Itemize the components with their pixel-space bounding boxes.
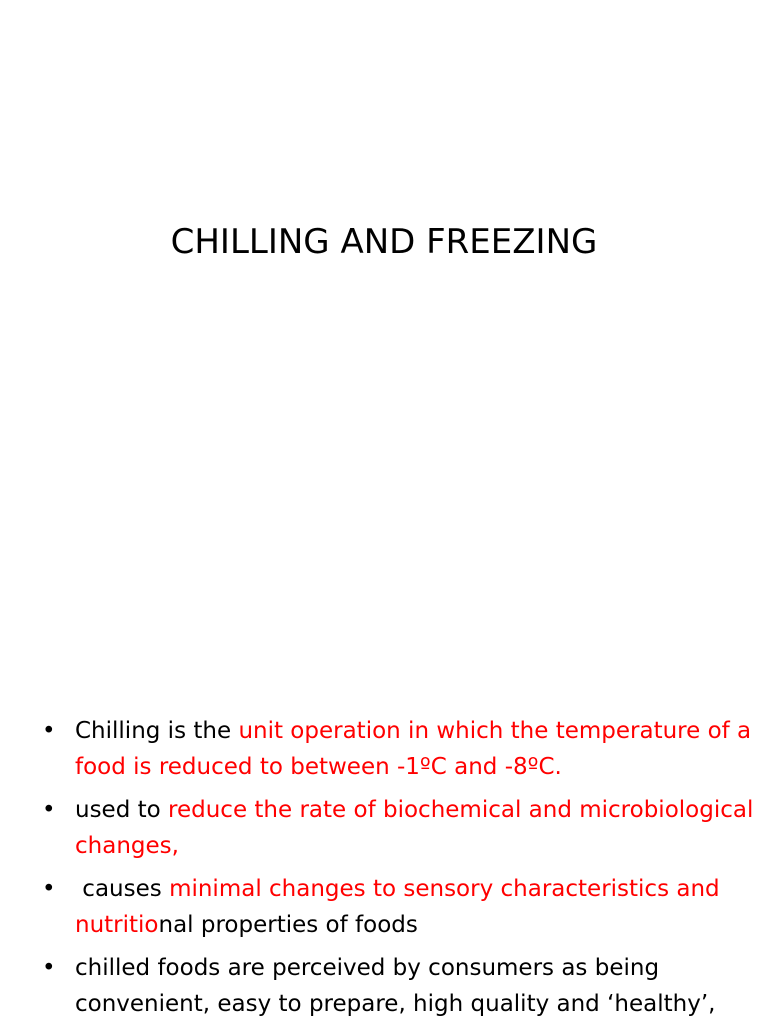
bullet-list bbox=[40, 713, 760, 1024]
bullet-text-run: Chilling is the bbox=[75, 718, 239, 744]
bullet-text-run: nal properties of foods bbox=[158, 912, 418, 938]
bullet-dot-icon: • bbox=[42, 876, 56, 902]
slide-title: CHILLING AND FREEZING bbox=[170, 222, 598, 262]
bullet-item bbox=[40, 713, 760, 785]
bullet-text-run: chilled foods are perceived by consumers as being convenient, easy to prepare, high quality and ‘healthy’, bbox=[75, 955, 716, 1017]
bullet-text-run: used to bbox=[75, 797, 169, 823]
bullet-dot-icon: • bbox=[42, 797, 56, 823]
bullet-dot-icon: • bbox=[42, 955, 56, 981]
bullet-text-run: causes bbox=[75, 876, 170, 902]
bullet-highlight-run: reduce the rate of biochemical and microbiological changes, bbox=[75, 797, 754, 859]
bullet-item bbox=[40, 792, 760, 864]
bullet-highlight-run: unit operation in which the temperature of a food is reduced to between -1ºC and -8ºC. bbox=[75, 718, 752, 780]
bullet-item bbox=[40, 950, 760, 1022]
bullet-dot-icon: • bbox=[42, 718, 56, 744]
bullet-highlight-run: minimal changes to sensory characteristics and nutritio bbox=[75, 876, 720, 938]
bullet-item bbox=[40, 871, 760, 943]
